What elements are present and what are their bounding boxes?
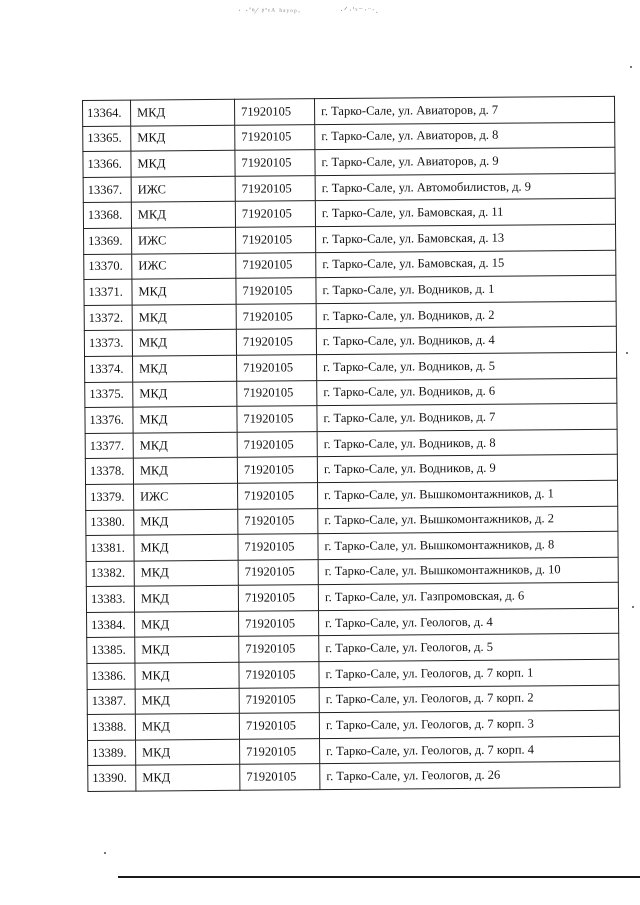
building-type-cell: МКД [135,637,239,663]
scan-speck [630,66,632,68]
address-cell: г. Тарко-Сале, ул. Водников, д. 8 [317,429,617,457]
address-cell: г. Тарко-Сале, ул. Геологов, д. 5 [319,634,619,662]
building-type-cell: МКД [132,304,236,330]
building-type-cell: МКД [136,765,240,791]
address-cell: г. Тарко-Сале, ул. Водников, д. 7 [317,403,617,431]
row-number-cell: 13364. [83,100,131,126]
row-number-cell: 13378. [85,458,133,484]
building-type-cell: МКД [131,202,235,228]
row-number-cell: 13385. [87,638,135,664]
row-number-cell: 13376. [85,407,133,433]
row-number-cell: 13370. [84,254,132,280]
building-type-cell: ИЖС [132,253,236,279]
row-number-cell: 13379. [86,484,134,510]
oktmo-code-cell: 71920105 [236,252,316,278]
address-cell: г. Тарко-Сале, ул. Водников, д. 5 [317,352,617,380]
oktmo-code-cell: 71920105 [236,303,316,329]
oktmo-code-cell: 71920105 [237,406,317,432]
address-cell: г. Тарко-Сале, ул. Авиаторов, д. 8 [315,122,615,150]
records-table-body [83,96,620,791]
address-cell: г. Тарко-Сале, ул. Вышкомонтажников, д. 2 [318,506,618,534]
building-type-cell: МКД [132,330,236,356]
address-cell: г. Тарко-Сале, ул. Геологов, д. 7 корп. 2 [319,685,619,713]
scan-speck [104,852,106,854]
scan-artifact-text: ·ᐟ·'ˢ⁻·ᵔ·. [339,4,380,16]
row-number-cell: 13373. [84,330,132,356]
oktmo-code-cell: 71920105 [237,380,317,406]
building-type-cell: ИЖС [132,227,236,253]
address-cell: г. Тарко-Сале, ул. Газпромовская, д. 6 [318,583,618,611]
row-number-cell: 13375. [85,382,133,408]
oktmo-code-cell: 71920105 [235,124,315,150]
address-cell: г. Тарко-Сале, ул. Геологов, д. 7 корп. 1 [319,659,619,687]
oktmo-code-cell: 71920105 [240,764,320,790]
row-number-cell: 13386. [87,663,135,689]
oktmo-code-cell: 71920105 [238,585,318,611]
address-cell: г. Тарко-Сале, ул. Бамовская, д. 13 [316,224,616,252]
row-number-cell: 13377. [85,433,133,459]
oktmo-code-cell: 71920105 [237,457,317,483]
records-table [82,96,620,792]
building-type-cell: МКД [133,432,237,458]
address-cell: г. Тарко-Сале, ул. Бамовская, д. 11 [315,199,615,227]
oktmo-code-cell: 71920105 [235,150,315,176]
row-number-cell: 13387. [87,689,135,715]
oktmo-code-cell: 71920105 [236,227,316,253]
address-cell: г. Тарко-Сале, ул. Водников, д. 1 [316,275,616,303]
row-number-cell: 13390. [88,766,136,792]
oktmo-code-cell: 71920105 [239,662,319,688]
table-row [88,762,620,792]
row-number-cell: 13380. [86,510,134,536]
building-type-cell: МКД [134,586,238,612]
row-number-cell: 13381. [86,535,134,561]
oktmo-code-cell: 71920105 [239,687,319,713]
scan-speck [626,352,628,354]
oktmo-code-cell: 71920105 [236,329,316,355]
oktmo-code-cell: 71920105 [240,738,320,764]
address-cell: г. Тарко-Сале, ул. Геологов, д. 26 [320,762,620,790]
building-type-cell: МКД [133,355,237,381]
address-cell: г. Тарко-Сале, ул. Водников, д. 6 [317,378,617,406]
building-type-cell: МКД [135,611,239,637]
records-table-container [82,96,619,790]
row-number-cell: 13366. [83,151,131,177]
building-type-cell: МКД [134,534,238,560]
building-type-cell: МКД [134,509,238,535]
building-type-cell: МКД [133,381,237,407]
oktmo-code-cell: 71920105 [234,99,314,125]
building-type-cell: МКД [131,150,235,176]
address-cell: г. Тарко-Сале, ул. Авиаторов, д. 7 [314,96,614,124]
building-type-cell: МКД [136,739,240,765]
row-number-cell: 13371. [84,279,132,305]
oktmo-code-cell: 71920105 [237,431,317,457]
building-type-cell: МКД [131,125,235,151]
building-type-cell: МКД [133,458,237,484]
address-cell: г. Тарко-Сале, ул. Авиаторов, д. 9 [315,148,615,176]
oktmo-code-cell: 71920105 [239,611,319,637]
building-type-cell: МКД [131,99,235,125]
oktmo-code-cell: 71920105 [239,636,319,662]
row-number-cell: 13389. [88,740,136,766]
oktmo-code-cell: 71920105 [238,483,318,509]
row-number-cell: 13372. [84,305,132,331]
row-number-cell: 13368. [83,202,131,228]
row-number-cell: 13382. [86,561,134,587]
address-cell: г. Тарко-Сале, ул. Водников, д. 2 [316,301,616,329]
scan-artifact-text: · ·'ⁿ⁄ ᵖ'ᶜᴬ ʰᵃʸᵒᵖ· [237,5,302,17]
building-type-cell: ИЖС [134,483,238,509]
oktmo-code-cell: 71920105 [237,355,317,381]
address-cell: г. Тарко-Сале, ул. Автомобилистов, д. 9 [315,173,615,201]
oktmo-code-cell: 71920105 [238,534,318,560]
address-cell: г. Тарко-Сале, ул. Геологов, д. 7 корп. 3 [319,711,619,739]
address-cell: г. Тарко-Сале, ул. Вышкомонтажников, д. 10 [318,557,618,585]
row-number-cell: 13388. [87,714,135,740]
building-type-cell: МКД [134,560,238,586]
oktmo-code-cell: 71920105 [238,559,318,585]
oktmo-code-cell: 71920105 [235,175,315,201]
oktmo-code-cell: 71920105 [239,713,319,739]
building-type-cell: МКД [132,278,236,304]
address-cell: г. Тарко-Сале, ул. Вышкомонтажников, д. 1 [318,480,618,508]
oktmo-code-cell: 71920105 [235,201,315,227]
building-type-cell: ИЖС [131,176,235,202]
address-cell: г. Тарко-Сале, ул. Водников, д. 9 [317,455,617,483]
address-cell: г. Тарко-Сале, ул. Водников, д. 4 [316,327,616,355]
scan-speck [632,606,634,608]
row-number-cell: 13383. [86,586,134,612]
address-cell: г. Тарко-Сале, ул. Геологов, д. 7 корп. 4 [320,736,620,764]
row-number-cell: 13367. [83,177,131,203]
row-number-cell: 13384. [87,612,135,638]
row-number-cell: 13369. [84,228,132,254]
building-type-cell: МКД [135,662,239,688]
address-cell: г. Тарко-Сале, ул. Геологов, д. 4 [319,608,619,636]
address-cell: г. Тарко-Сале, ул. Вышкомонтажников, д. 8 [318,531,618,559]
building-type-cell: МКД [135,688,239,714]
address-cell: г. Тарко-Сале, ул. Бамовская, д. 15 [316,250,616,278]
oktmo-code-cell: 71920105 [238,508,318,534]
row-number-cell: 13374. [85,356,133,382]
page-bottom-rule [118,876,640,878]
building-type-cell: МКД [135,714,239,740]
row-number-cell: 13365. [83,126,131,152]
building-type-cell: МКД [133,406,237,432]
oktmo-code-cell: 71920105 [236,278,316,304]
